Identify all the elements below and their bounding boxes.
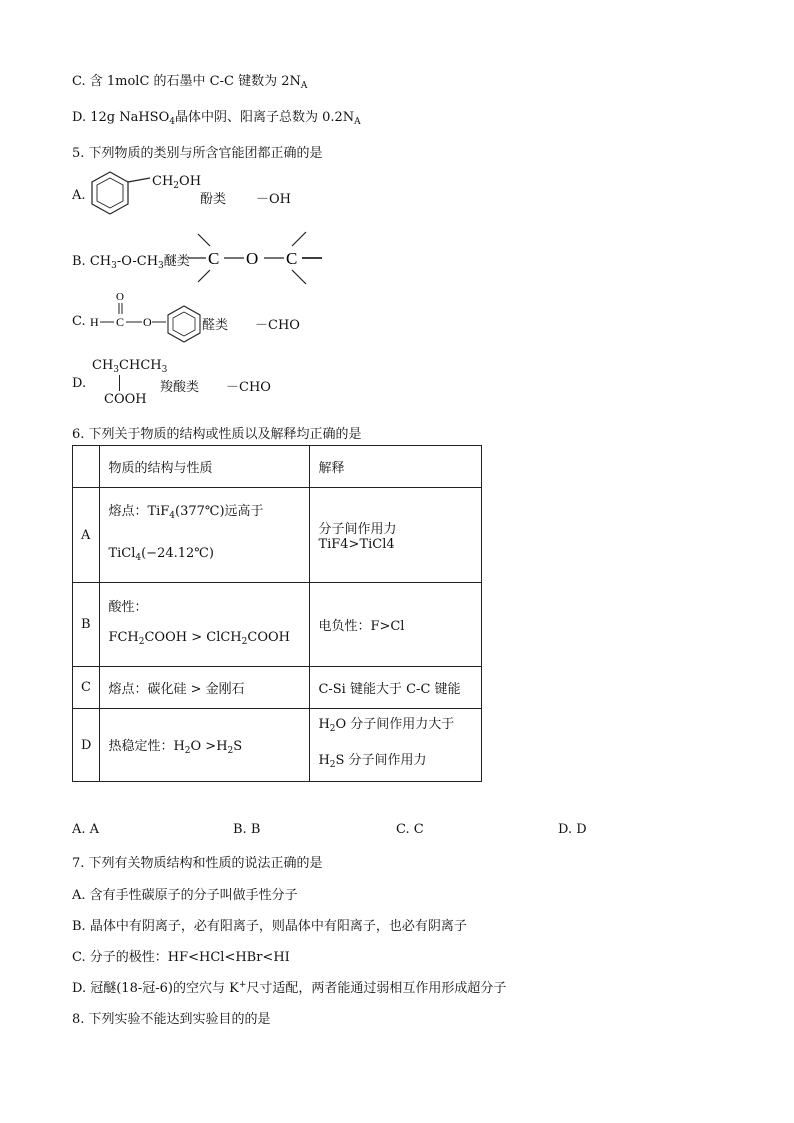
q6-table [72, 445, 482, 782]
q7-stem: 7. 下列有关物质结构和性质的说法正确的是 [72, 856, 323, 871]
row-key: D [73, 709, 100, 782]
svg-text:O: O [116, 291, 124, 303]
table-header-property: 物质的结构与性质 [100, 446, 310, 488]
q6-stem: 6. 下列关于物质的结构或性质以及解释均正确的是 [72, 427, 362, 442]
table-row [73, 667, 482, 709]
q6-option-b: B. B [233, 822, 261, 837]
q4-option-d-text: D. 12g NaHSO [72, 110, 170, 125]
table-row [73, 583, 482, 667]
ether-functional-group [186, 228, 326, 288]
q4-option-d-sub1: 4 [169, 117, 175, 127]
row-property: 熔点：碳化硅 > 金刚石 [100, 667, 310, 709]
q5-a-formula: $CH_2OH$ [152, 174, 202, 191]
svg-text:C: C [116, 315, 125, 329]
q5-stem: 5. 下列物质的类别与所含官能团都正确的是 [72, 146, 323, 161]
q4-option-c-text: C. 含 1molC 的石墨中 C-C 键数为 2N [72, 74, 301, 89]
q5-d-formula-top: $CH_3CHCH_3$ [92, 358, 168, 375]
q7-option-a: A. 含有手性碳原子的分子叫做手性分子 [72, 888, 298, 903]
q4-option-d-mid: 晶体中阴、阳离子总数为 0.2N [174, 110, 355, 125]
q5-d-bond [119, 375, 120, 391]
q5-b-label: B. $CH_3-O-CH_3$醚类 [72, 254, 190, 271]
table-header-row [73, 446, 482, 488]
q5-a-label: A. [72, 188, 86, 203]
row-property: 热稳定性：$H_2O >H_2S$ [100, 709, 310, 782]
row-explanation: 分子间作用力 TiF4>TiCl4 [310, 488, 482, 583]
ether-carbon-right: C [286, 249, 298, 268]
table-row [73, 488, 482, 583]
q7-option-d: D. 冠醚(18-冠-6)的空穴与 K+尺寸适配，两者能通过弱相互作用形成超分子 [72, 980, 507, 996]
q5-a-class: 酚类 [200, 192, 227, 207]
q5-c-class: 醛类 [202, 318, 229, 333]
q8-stem: 8. 下列实验不能达到实验目的的是 [72, 1012, 271, 1027]
row-key: C [73, 667, 100, 709]
table-cell-empty [73, 446, 100, 488]
row-explanation: 电负性：F>Cl [310, 583, 482, 667]
q6-option-c: C. C [396, 822, 424, 837]
ether-oxygen: O [246, 249, 259, 268]
svg-text:O: O [143, 315, 152, 329]
q5-d-group: －CHO [226, 380, 271, 395]
row-explanation: C-Si 键能大于 C-C 键能 [310, 667, 482, 709]
q4-option-d [72, 106, 361, 127]
q5-d-formula-bottom: COOH [104, 392, 147, 407]
table-header-explanation: 解释 [310, 446, 482, 488]
q4-option-c [72, 70, 307, 91]
phenyl-formate-structure [88, 286, 208, 350]
q5-a-group: －OH [256, 192, 291, 207]
row-key: A [73, 488, 100, 583]
row-property: 熔点：TiF$_4$(377℃)远高于 TiCl$_4$(−24.12℃) [100, 488, 310, 583]
row-key: B [73, 583, 100, 667]
ether-carbon-left: C [208, 249, 220, 268]
aromatic-inner-ring [97, 178, 123, 208]
q6-option-a: A. A [72, 822, 100, 837]
q6-option-d: D. D [558, 822, 587, 837]
q7-option-b: B. 晶体中有阴离子，必有阳离子，则晶体中有阳离子，也必有阴离子 [72, 919, 467, 934]
row-property: 酸性： $FCH_2COOH$ > ClCH$_2$COOH [100, 583, 310, 667]
q5-c-group: －CHO [255, 318, 300, 333]
q5-c-label: C. [72, 314, 86, 329]
svg-text:H: H [90, 315, 99, 329]
q5-d-class: 羧酸类 [160, 380, 200, 395]
q5-d-label: D. [72, 376, 87, 391]
row-explanation: $H_2O$ 分子间作用力大于 $H_2S$ 分子间作用力 [310, 709, 482, 782]
benzyl-alcohol-structure [88, 168, 158, 224]
table-row [73, 709, 482, 782]
q7-option-c: C. 分子的极性：HF<HCl<HBr<HI [72, 950, 290, 965]
q4-option-d-sub2: A [354, 117, 361, 127]
q4-option-c-sub: A [300, 81, 308, 91]
